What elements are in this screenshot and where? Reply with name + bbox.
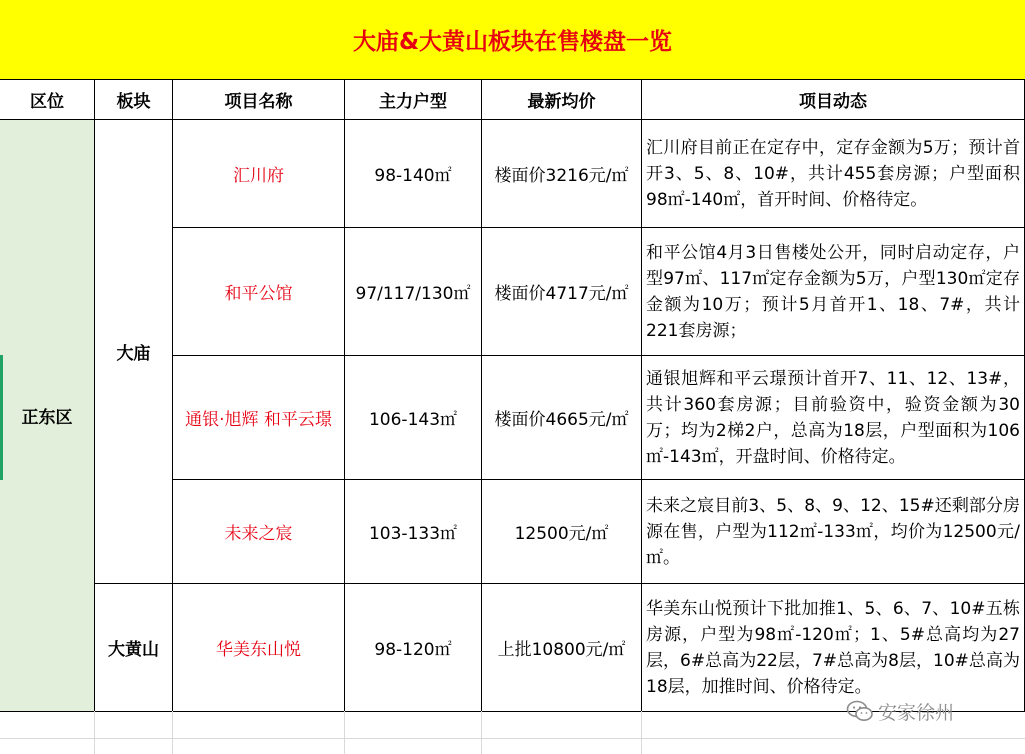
gridline bbox=[94, 711, 95, 754]
header-latest-price: 最新均价 bbox=[482, 80, 642, 120]
unit-type-cell: 106-143㎡ bbox=[345, 356, 482, 480]
project-news-cell bbox=[642, 228, 1025, 356]
watermark-text: 安家徐州 bbox=[878, 701, 955, 724]
selection-marker bbox=[0, 355, 3, 480]
project-name-cell: 和平公馆 bbox=[173, 228, 345, 356]
project-news-text: 通银旭辉和平云璟预计首开7、11、12、13#，共计360套房源；目前验资中，验资金额为30万；均为2梯2户，总高为18层，户型面积为106㎡-143㎡，开盘时间、价格待定。 bbox=[646, 368, 1020, 467]
block-cell-dahuangshan: 大黄山 bbox=[95, 584, 173, 712]
block-cell-damiao: 大庙 bbox=[95, 120, 173, 584]
gridline bbox=[641, 711, 642, 754]
project-news-text: 未来之宸目前3、5、8、9、12、15#还剩部分房源在售，户型为112㎡-133㎡，均价为12500元/㎡。 bbox=[646, 495, 1020, 568]
district-cell: 正东区 bbox=[0, 120, 95, 712]
watermark bbox=[846, 696, 954, 726]
unit-type-cell: 98-120㎡ bbox=[345, 584, 482, 712]
project-name-cell: 汇川府 bbox=[173, 120, 345, 228]
gridline bbox=[172, 711, 173, 754]
header-district: 区位 bbox=[0, 80, 95, 120]
price-cell: 楼面价4717元/㎡ bbox=[482, 228, 642, 356]
project-name-cell: 通银·旭辉 和平云璟 bbox=[173, 356, 345, 480]
unit-type-cell: 103-133㎡ bbox=[345, 480, 482, 584]
header-unit-type: 主力户型 bbox=[345, 80, 482, 120]
project-news-cell bbox=[642, 584, 1025, 712]
price-cell: 楼面价4665元/㎡ bbox=[482, 356, 642, 480]
unit-type-cell: 98-140㎡ bbox=[345, 120, 482, 228]
project-news-cell bbox=[642, 120, 1025, 228]
table-title: 大庙&大黄山板块在售楼盘一览 bbox=[0, 0, 1025, 80]
project-name-cell: 华美东山悦 bbox=[173, 584, 345, 712]
gridline bbox=[481, 711, 482, 754]
project-news-text: 和平公馆4月3日售楼处公开，同时启动定存，户型97㎡、117㎡定存金额为5万，户型130㎡定存金额为10万；预计5月首开1、18、7#，共计221套房源； bbox=[646, 242, 1020, 341]
header-project-name: 项目名称 bbox=[173, 80, 345, 120]
unit-type-cell: 97/117/130㎡ bbox=[345, 228, 482, 356]
project-news-text: 汇川府目前正在定存中，定存金额为5万；预计首开3、5、8、10#，共计455套房源；户型面积98㎡-140㎡，首开时间、价格待定。 bbox=[646, 137, 1020, 210]
project-news-text: 华美东山悦预计下批加推1、5、6、7、10#五栋房源，户型为98㎡-120㎡；1、5#总高均为27层，6#总高为22层，7#总高为8层，10#总高为18层，加推时间、价格待定。 bbox=[646, 598, 1020, 697]
gridline bbox=[344, 711, 345, 754]
project-news-cell bbox=[642, 480, 1025, 584]
header-block: 板块 bbox=[95, 80, 173, 120]
wechat-icon bbox=[846, 700, 874, 722]
price-cell: 12500元/㎡ bbox=[482, 480, 642, 584]
project-name-cell: 未来之宸 bbox=[173, 480, 345, 584]
price-cell: 楼面价3216元/㎡ bbox=[482, 120, 642, 228]
project-news-cell bbox=[642, 356, 1025, 480]
gridline bbox=[0, 738, 1025, 739]
header-project-news: 项目动态 bbox=[642, 80, 1025, 120]
price-cell: 上批10800元/㎡ bbox=[482, 584, 642, 712]
